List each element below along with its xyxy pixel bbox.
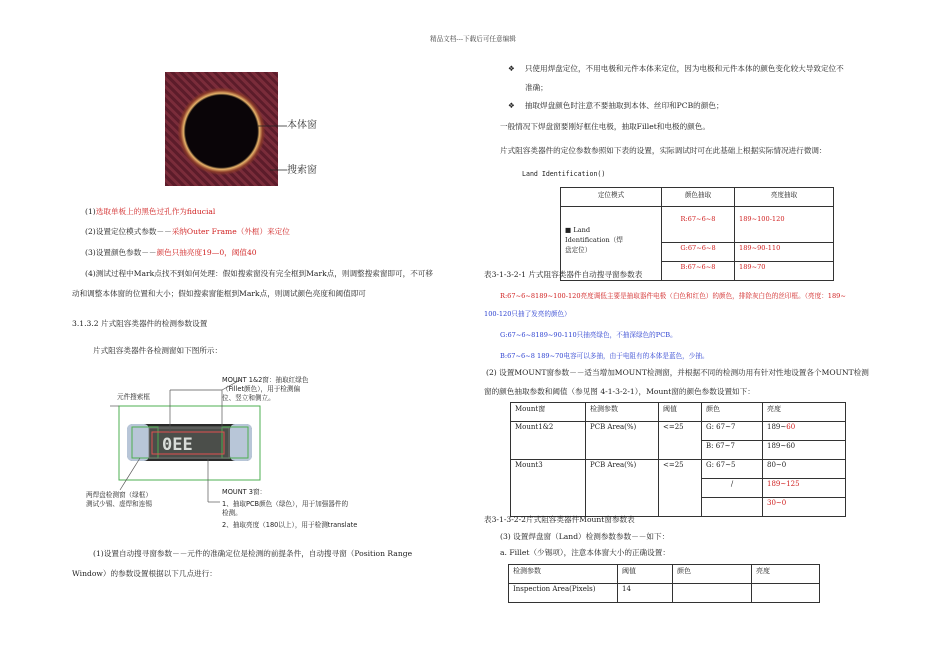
brightness-cell: 189~60 [763, 422, 846, 441]
paragraph-3: (2) 设置MOUNT窗参数－－适当增加MOUNT检测窗，并根据不同的检测功用有针对性地设置各个MOUNT检测 [486, 368, 869, 377]
table1-title: Land Identification() [522, 170, 606, 178]
body-window-label: 本体窗 [287, 120, 317, 131]
search-box-label: 元件搜索框 [117, 393, 150, 401]
diamond-bullet-icon: ❖ [508, 64, 515, 73]
paragraph-2: 片式阻容类器件的定位参数参照如下表的设置，实际调试时可在此基础上根据实际情况进行微调： [500, 146, 827, 155]
bullet-1-cont: 准确； [525, 83, 548, 92]
paragraph-1: 一般情况下焊盘窗要刚好框住电极，抽取Fillet和电极的颜色。 [500, 122, 710, 131]
diamond-bullet-icon: ❖ [508, 101, 515, 110]
positioning-mode-cell: ■ Land Identification（焊 盘定位） [561, 207, 662, 281]
note-g: G:67~6~8189~90-110只抽亮绿色，不抽深绿色的PCB。 [500, 331, 677, 339]
step-4: (4)测试过程中Mark点找不到如何处理：假如搜索窗没有完全框到Mark点，则调整搜索窗即可，不可移 [85, 269, 433, 278]
note-r-cont: 100-120只抽了发亮的颜色） [484, 310, 571, 318]
step-3: (3)设置颜色参数－－颜色只抽亮度19—0，阈值40 [85, 248, 257, 257]
section-heading: 3.1.3.2 片式阻容类器件的检测参数设置 [72, 319, 208, 328]
note-r: R:67~6~8189~100-120亮度调低主要是抽取器件电极（白色和红色）的颜色，排除灰白色的丝印框。（亮度：189~ [500, 292, 846, 300]
paragraph-5: a. Fillet（少锡项），注意本体窗大小的正确设置： [500, 548, 670, 557]
bullet-1: ❖ 只使用焊盘定位，不用电极和元件本体来定位，因为电极和元件本体的颜色变化较大导致定位不 [508, 64, 844, 73]
section-intro: 片式阻容类器件各检测窗如下图所示： [93, 346, 223, 355]
paragraph-4: (3) 设置焊盘窗（Land）检测参数参数－－如下： [500, 532, 670, 541]
note-b: B:67~6~8 189~70电容可以多抽，由于电阻有的本体是蓝色，少抽。 [500, 352, 709, 360]
step-1: (1)选取单板上的黑色过孔作为fiducial [85, 207, 216, 216]
page-header: 精品文档---下载后可任意编辑 [430, 35, 516, 43]
table1-caption: 表3-1-3-2-1 片式阻容类器件自动搜寻窗参数表 [484, 270, 643, 279]
paragraph-3-cont: 窗的颜色抽取参数和阈值（参见图 4-1-3-2-1），Mount窗的颜色参数设置如下： [484, 387, 755, 396]
mount-window-table: Mount窗 检测参数 阈值 颜色 亮度 Mount1&2 PCB Area(%) <=25 G: 67~7 189~60 B: 67~7 189~60 Mount3 PCB Area(%) <=25 G: 67~5 80~0 / 189~125 30~0 [510, 402, 846, 517]
position-window-step: (1)设置自动搜寻窗参数－－元件的准确定位是检测的前提条件，自动搜寻窗（Position Range [93, 549, 413, 558]
step-2: (2)设置定位模式参数－－采纳Outer Frame（外框）来定位 [85, 227, 290, 236]
step-4-continued: 动和调整本体窗的位置和大小；假如搜索窗能框到Mark点，则调试颜色亮度和阈值即可 [72, 289, 366, 298]
table2-caption: 表3-1-3-2-2片式阻容类器件Mount窗参数表 [484, 515, 635, 524]
mount3-note: MOUNT 3窗： 1、抽取PCB颜色（绿色），用于加强器件的 检测。 2、抽取亮度（180以上），用于检测translate [222, 488, 358, 529]
position-window-step-cont: Window）的参数设置根据以下几点进行： [72, 569, 217, 578]
mount12-note: MOUNT 1&2窗：抽取红绿色 （Fillet颜色），用于检测偏 位、竖立和侧立。 [222, 376, 309, 402]
land-params-table: 检测参数 阈值 颜色 亮度 Inspection Area(Pixels) 14 [508, 564, 820, 603]
component-marking: 0EE [162, 435, 193, 455]
bullet-2: ❖ 抽取焊盘颜色时注意不要抽取到本体、丝印和PCB的颜色； [508, 101, 724, 110]
search-window-label: 搜索窗 [287, 165, 317, 176]
land-id-table: 定位模式 颜色抽取 亮度抽取 ■ Land Identification（焊 盘定位） R:67~6~8 189~100-120 G:67~6~8 189~90-110 B:67~6~8 189~70 [560, 187, 834, 281]
land-window-note: 两焊盘检测窗（绿框） 测试少锡、虚焊和连锡 [86, 491, 152, 508]
